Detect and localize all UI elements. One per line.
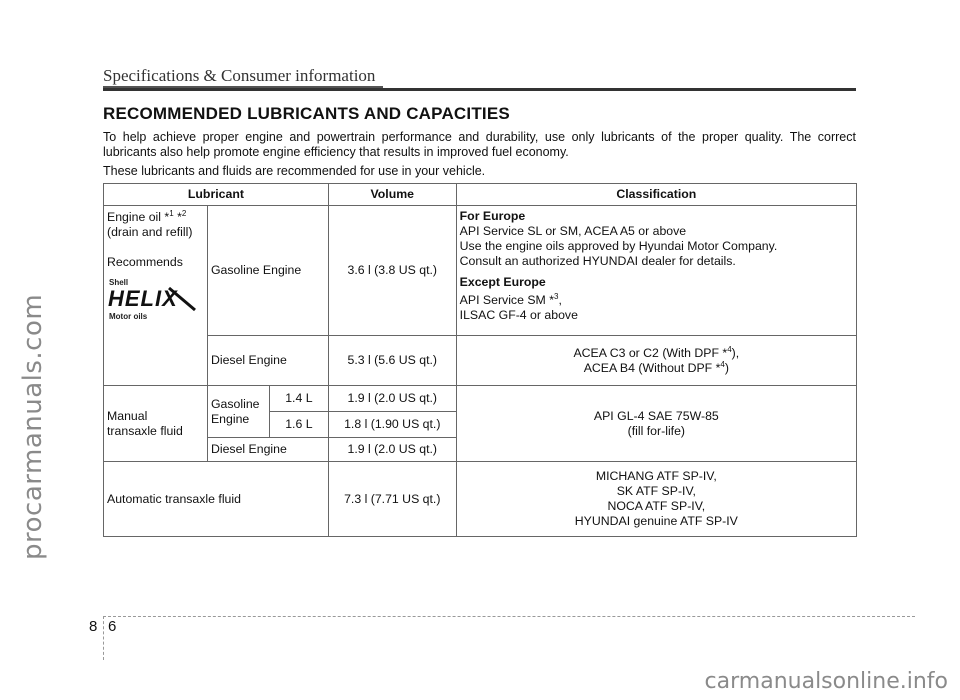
- gasoline-oil-volume: 3.6 l (3.8 US qt.): [328, 206, 456, 336]
- table-row: [104, 462, 857, 537]
- table-header-row: [104, 184, 857, 206]
- intro-paragraph-2: These lubricants and fluids are recommended for use in your vehicle.: [103, 164, 486, 178]
- automatic-volume: 7.3 l (7.71 US qt.): [328, 462, 456, 537]
- engine-oil-cell: [104, 206, 208, 386]
- header-rule: [103, 88, 856, 91]
- diesel-engine-cell: Diesel Engine: [207, 336, 328, 386]
- diesel-oil-classification: [456, 336, 856, 386]
- gasoline-oil-classification: [456, 206, 856, 336]
- automatic-transaxle-cell: Automatic transaxle fluid: [104, 462, 329, 537]
- engine-size: 1.4 L: [269, 386, 328, 412]
- lubricants-table: [103, 183, 857, 537]
- europe-line: Use the engine oils approved by Hyundai Motor Company.: [459, 239, 778, 253]
- automatic-classification: MICHANG ATF SP-IV, SK ATF SP-IV, NOCA ATF SP-IV, HYUNDAI genuine ATF SP-IV: [456, 462, 856, 537]
- manual-gasoline-engine-cell: Gasoline Engine: [207, 386, 269, 438]
- chapter-number: 8: [89, 618, 98, 635]
- footer-rule: [103, 616, 915, 617]
- manual-classification: API GL-4 SAE 75W-85 (fill for-life): [456, 386, 856, 462]
- intro-paragraph-1: To help achieve proper engine and powertrain performance and durability, use only lubricants of the proper quality. The correct lubricants also help promote engine efficiency that results in improved fuel economy.: [103, 130, 856, 159]
- table-row: [104, 336, 857, 386]
- except-line: ILSAC GF-4 or above: [459, 308, 578, 322]
- diesel-oil-volume: 5.3 l (5.6 US qt.): [328, 336, 456, 386]
- engine-oil-label: Engine oil *$^1$ *$^2$: [107, 208, 187, 224]
- diesel-class-line: ACEA C3 or C2 (With DPF *$^4$),: [573, 344, 740, 360]
- header-volume: Volume: [328, 184, 456, 206]
- svg-text:HELIX: HELIX: [108, 286, 178, 311]
- diesel-class-line: ACEA B4 (Without DPF *$^4$): [583, 359, 729, 375]
- gasoline-engine-cell: Gasoline Engine: [207, 206, 328, 336]
- header-lubricant: Lubricant: [104, 184, 329, 206]
- recommends-label: Recommends: [107, 255, 183, 269]
- manual-diesel-engine-cell: Diesel Engine: [207, 438, 328, 462]
- page-header-title: Specifications & Consumer information: [103, 66, 376, 85]
- svg-text:Motor oils: Motor oils: [109, 312, 148, 321]
- table-row: [104, 206, 857, 336]
- bottom-watermark: carmanualsonline.info: [704, 669, 948, 694]
- manual-transaxle-cell: Manual transaxle fluid: [104, 386, 208, 462]
- svg-text:Shell: Shell: [109, 278, 129, 287]
- engine-oil-sublabel: (drain and refill): [107, 225, 193, 239]
- engine-size: 1.6 L: [269, 412, 328, 438]
- header-classification: Classification: [456, 184, 856, 206]
- europe-line: Consult an authorized HYUNDAI dealer for details.: [459, 254, 736, 268]
- europe-line: API Service SL or SM, ACEA A5 or above: [459, 224, 687, 238]
- except-europe-title: Except Europe: [459, 275, 546, 289]
- manual-volume: 1.8 l (1.90 US qt.): [328, 412, 456, 438]
- shell-helix-logo: [107, 276, 197, 324]
- intro-text: [103, 130, 856, 183]
- page-number: 6: [108, 618, 117, 635]
- except-line: API Service SM *$^3$,: [459, 291, 562, 307]
- for-europe-title: For Europe: [459, 209, 526, 223]
- side-watermark: procarmanuals.com: [18, 293, 48, 560]
- footer-divider: [103, 616, 104, 660]
- manual-volume: 1.9 l (2.0 US qt.): [328, 386, 456, 412]
- section-title: RECOMMENDED LUBRICANTS AND CAPACITIES: [103, 104, 510, 123]
- manual-diesel-volume: 1.9 l (2.0 US qt.): [328, 438, 456, 462]
- table-row: [104, 386, 857, 412]
